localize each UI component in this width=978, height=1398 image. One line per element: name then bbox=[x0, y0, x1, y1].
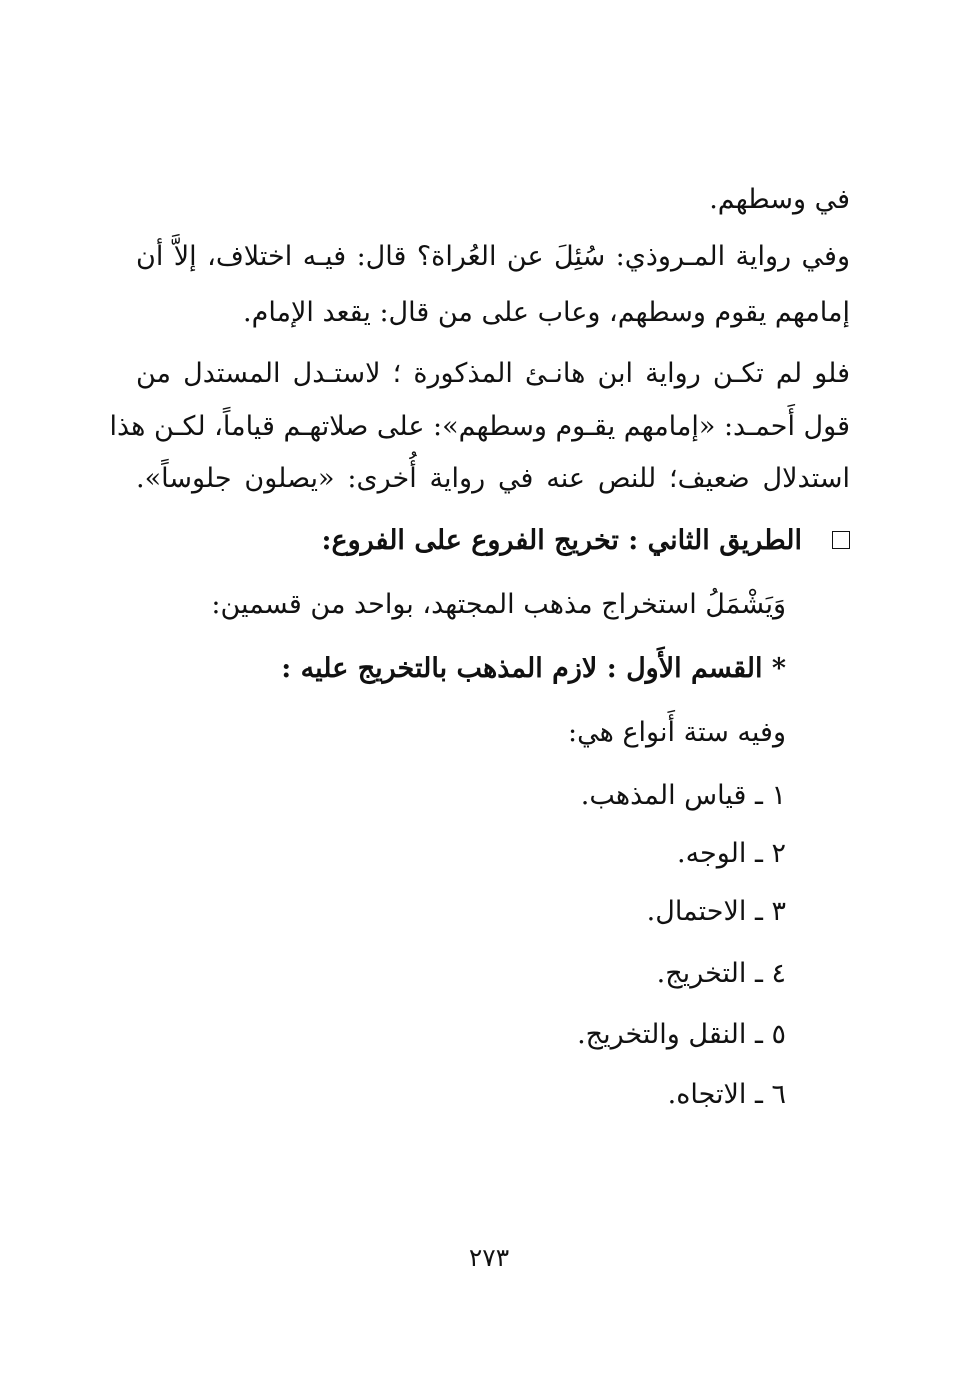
section-heading bbox=[322, 521, 850, 561]
subsection-heading: * القسم الأَول : لازم المذهب بالتخريج عليه : bbox=[281, 653, 786, 684]
paragraph-line-1: في وسطهم. bbox=[709, 184, 850, 215]
list-item-3: ٣ ـ الاحتمال. bbox=[646, 896, 786, 927]
list-item-5: ٥ ـ النقل والتخريج. bbox=[577, 1019, 786, 1050]
list-item-1: ١ ـ قياس المذهب. bbox=[580, 780, 786, 811]
page-number: ٢٧٣ bbox=[468, 1243, 510, 1272]
list-item-4: ٤ ـ التخريج. bbox=[656, 958, 786, 989]
section-intro: وَيَشْمَلُ استخراج مذهب المجتهد، بواحد من قسمين: bbox=[211, 589, 786, 620]
list-item-2: ٢ ـ الوجه. bbox=[676, 838, 786, 869]
paragraph-line-3: إمامهم يقوم وسطهم، وعاب على من قال: يقعد الإمام. bbox=[243, 297, 850, 328]
paragraph-line-6: استدلال ضعيف؛ للنص عنه في رواية أُخرى: «يصلون جلوساً». bbox=[136, 463, 850, 494]
paragraph-line-5: قول أَحمـد: «إمامهم يقـوم وسطهم»: على صلاتهـم قياماً، لكـن هذا bbox=[109, 411, 850, 442]
paragraph-line-4: فلو لم تكـن رواية ابن هانـئ المذكورة ؛ لاستـدل المستدل من bbox=[136, 358, 850, 389]
list-item-6: ٦ ـ الاتجاه. bbox=[667, 1079, 786, 1110]
square-bullet-icon bbox=[832, 531, 850, 549]
paragraph-line-2: وفي رواية المـروذي: سُئِلَ عن العُراة؟ قال: فيـه اختلاف، إلاَّ أن bbox=[136, 241, 850, 272]
types-intro: وفيه ستة أَنواع هي: bbox=[568, 717, 786, 748]
section-heading-text: الطريق الثاني : تخريج الفروع على الفروع: bbox=[321, 525, 802, 556]
